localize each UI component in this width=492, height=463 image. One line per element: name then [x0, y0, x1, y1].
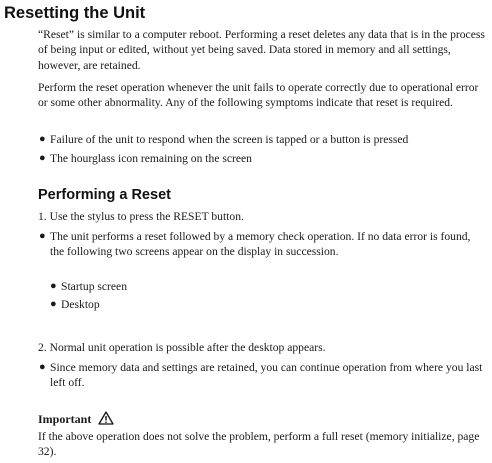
section-title: Resetting the Unit — [4, 4, 146, 22]
bullet-dot-icon: ● — [39, 230, 46, 242]
step-1-note-text: The unit performs a reset followed by a memory check operation. If no data error is found, the following two screens appear on the display in succession. — [50, 230, 471, 259]
bullet-dot-icon: ● — [50, 298, 57, 310]
important-label: Important — [38, 412, 92, 426]
symptom-item-2 — [38, 151, 486, 166]
step-1: 1. Use the stylus to press the RESET button. — [38, 210, 244, 223]
screen-item-startup — [50, 279, 450, 294]
symptom-item-1 — [38, 132, 486, 147]
step-2: 2. Normal unit operation is possible after the desktop appears. — [38, 341, 326, 354]
subsection-title: Performing a Reset — [38, 187, 171, 203]
step-1-note — [38, 229, 486, 260]
bullet-dot-icon: ● — [50, 280, 57, 292]
bullet-dot-icon: ● — [39, 361, 46, 373]
screen-item-desktop — [50, 297, 450, 312]
bullet-dot-icon: ● — [39, 133, 46, 145]
symptom-text: Failure of the unit to respond when the screen is tapped or a button is pressed — [50, 133, 409, 146]
bullet-dot-icon: ● — [39, 152, 46, 164]
symptom-text: The hourglass icon remaining on the screen — [50, 152, 252, 165]
screen-item-text: Startup screen — [61, 280, 127, 293]
step-2-note-text: Since memory data and settings are retained, you can continue operation from where you last left off. — [50, 361, 483, 390]
intro-paragraph-2: Perform the reset operation whenever the unit fails to operate correctly due to operational error or some other abnormality. Any of the following symptoms indicate that reset is required. — [38, 81, 479, 110]
important-text: If the above operation does not solve the problem, perform a full reset (memory initialize, page 32). — [38, 430, 480, 459]
screen-item-text: Desktop — [61, 298, 100, 311]
step-2-note — [38, 360, 486, 391]
important-heading — [38, 411, 114, 427]
intro-paragraph-1: “Reset” is similar to a computer reboot. Performing a reset deletes any data that is in the process of being input or edited, without yet being saved. Data stored in memory and all settings, however, are retained. — [38, 28, 485, 72]
warning-triangle-icon — [98, 411, 114, 425]
